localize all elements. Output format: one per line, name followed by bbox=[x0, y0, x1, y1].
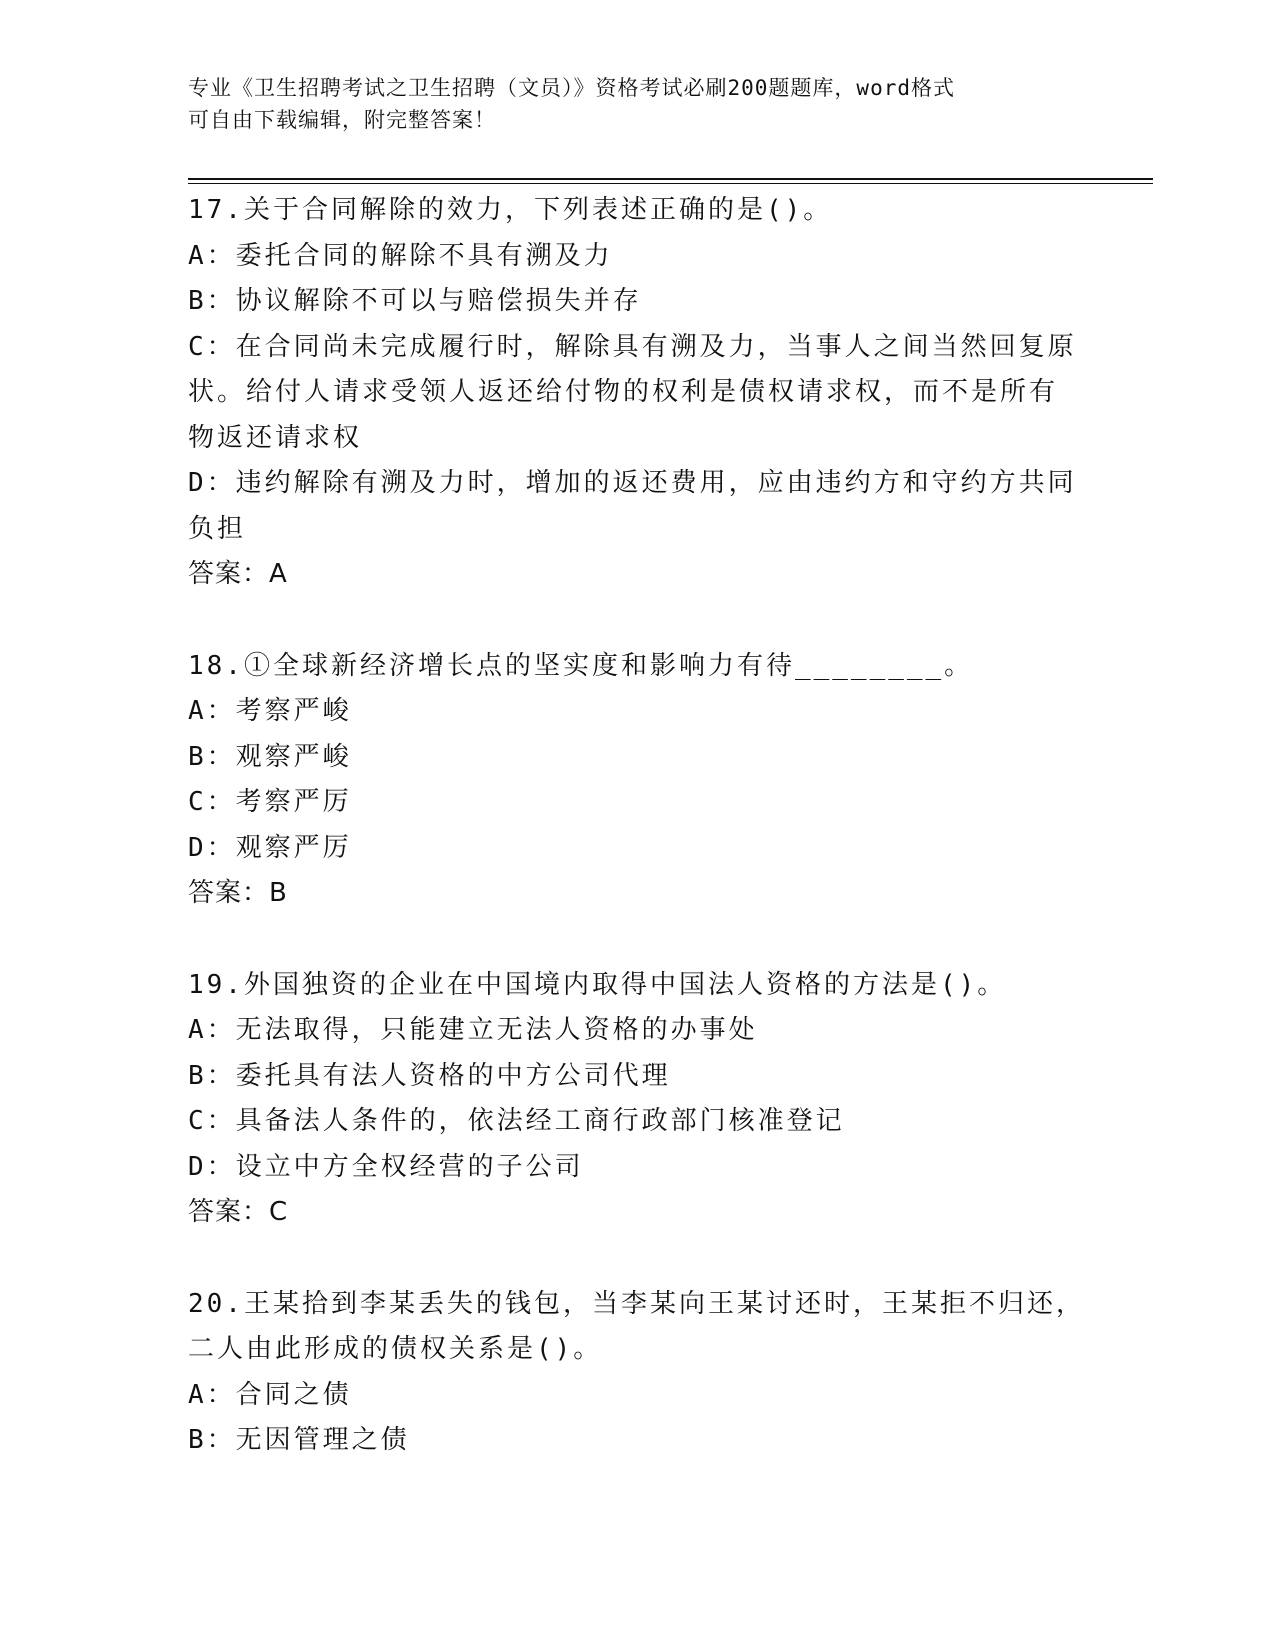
option-d: D：设立中方全权经营的子公司 bbox=[188, 1151, 584, 1182]
question-stem-line-1: 20.王某拾到李某丢失的钱包，当李某向王某讨还时，王某拒不归还， bbox=[188, 1288, 1085, 1319]
option-a: A：合同之债 bbox=[188, 1379, 352, 1410]
question-stem: 19.外国独资的企业在中国境内取得中国法人资格的方法是()。 bbox=[188, 969, 1007, 1000]
option-c: C：考察严厉 bbox=[188, 787, 352, 817]
option-c-line-2: 状。给付人请求受领人返还给付物的权利是债权请求权，而不是所有 bbox=[188, 377, 1059, 407]
option-b: B：无因管理之债 bbox=[188, 1425, 410, 1455]
option-b: B：协议解除不可以与赔偿损失并存 bbox=[188, 286, 642, 316]
option-a: A：无法取得，只能建立无法人资格的办事处 bbox=[188, 1015, 758, 1045]
question-20 bbox=[188, 1282, 1088, 1464]
question-stem-line-2: 二人由此形成的债权关系是()。 bbox=[188, 1334, 603, 1364]
question-19 bbox=[188, 963, 1088, 1236]
header-line-2: 可自由下载编辑，附完整答案！ bbox=[188, 108, 496, 132]
header-divider-thick bbox=[188, 178, 1153, 180]
option-d-line-1: D：违约解除有溯及力时，增加的返还费用，应由违约方和守约方共同 bbox=[188, 468, 1077, 498]
option-c-line-1: C：在合同尚未完成履行时，解除具有溯及力，当事人之间当然回复原 bbox=[188, 331, 1077, 362]
option-c: C：具备法人条件的，依法经工商行政部门核准登记 bbox=[188, 1106, 845, 1136]
option-d: D：观察严厉 bbox=[188, 832, 352, 863]
option-b: B：委托具有法人资格的中方公司代理 bbox=[188, 1060, 671, 1091]
option-d-line-2: 负担 bbox=[188, 513, 247, 544]
option-b: B：观察严峻 bbox=[188, 741, 352, 772]
answer: 答案：A bbox=[188, 559, 288, 589]
question-stem: 18.①全球新经济增长点的坚实度和影响力有待________。 bbox=[188, 650, 974, 681]
option-c-line-3: 物返还请求权 bbox=[188, 422, 363, 453]
option-a: A：考察严峻 bbox=[188, 696, 352, 726]
header-line-1: 专业《卫生招聘考试之卫生招聘（文员）》资格考试必刷200题题库，word格式 bbox=[188, 76, 955, 100]
answer: 答案：C bbox=[188, 1197, 289, 1227]
question-17 bbox=[188, 188, 1088, 598]
answer: 答案：B bbox=[188, 878, 288, 908]
question-list bbox=[188, 188, 1088, 1510]
question-stem: 17.关于合同解除的效力，下列表述正确的是()。 bbox=[188, 195, 833, 225]
header-divider-thin bbox=[188, 183, 1153, 184]
question-18 bbox=[188, 644, 1088, 917]
document-header bbox=[188, 72, 1088, 136]
option-a: A：委托合同的解除不具有溯及力 bbox=[188, 240, 613, 271]
